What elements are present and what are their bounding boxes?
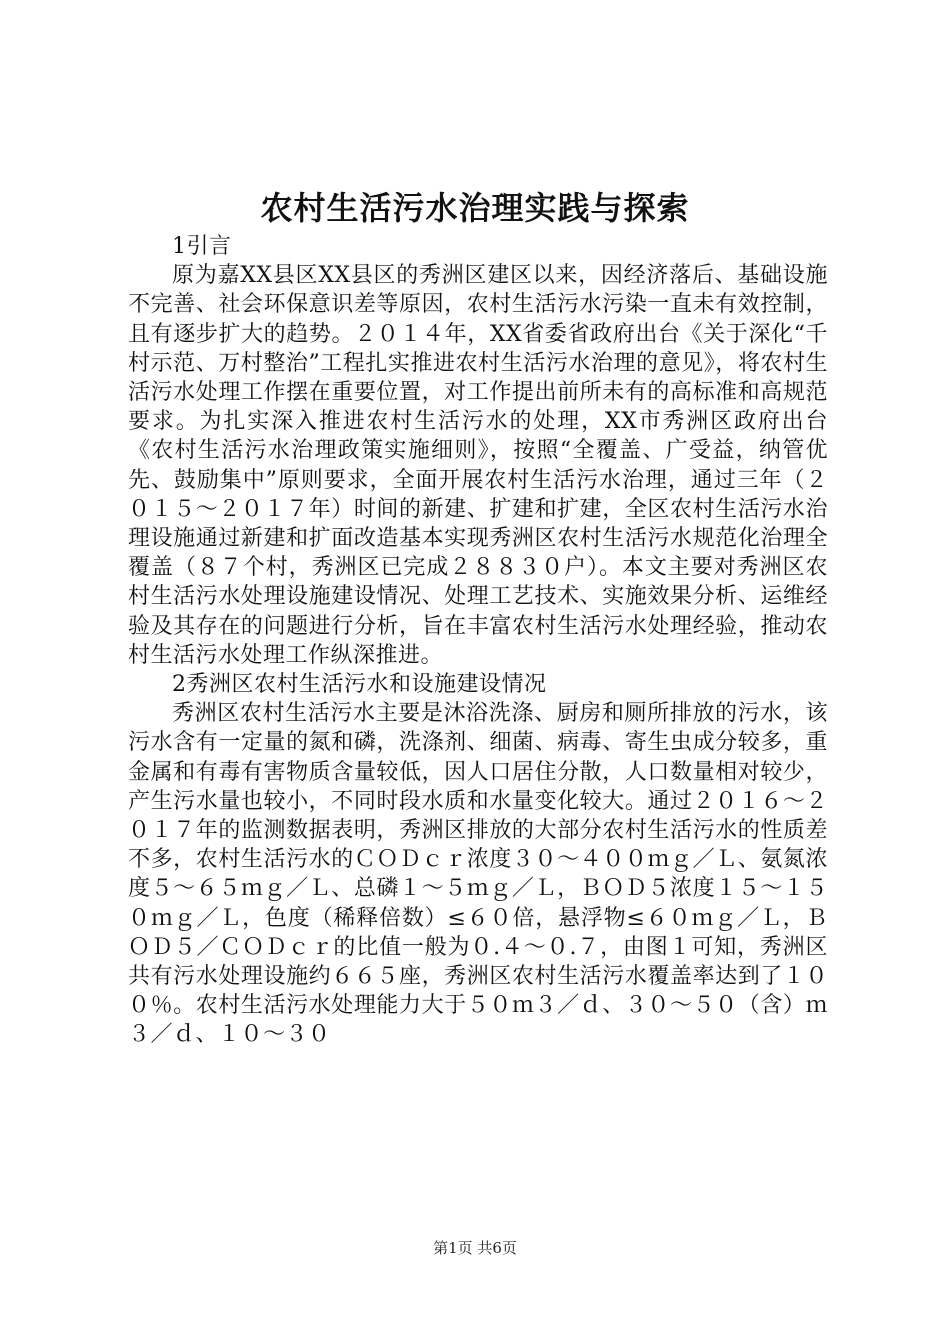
document-body: [128, 232, 828, 1050]
section-heading-construction: 2秀洲区农村生活污水和设施建设情况: [172, 672, 547, 698]
page-number-footer: 第1页 共6页: [433, 1239, 517, 1257]
section-heading-introduction: 1引言: [172, 234, 232, 259]
paragraph-introduction: 原为嘉XX县区XX县区的秀洲区建区以来，因经济落后、基础设施不完善、社会环保意识差等原因，农村生活污水污染一直未有效控制，且有逐步扩大的趋势。２０１４年，XX省委省政府出台《关于深化“千村示范、万村整治”工程扎实推进农村生活污水治理的意见》，将农村生活污水处理工作摆在重要位置，对工作提出前所未有的高标准和高规范要求。为扎实深入推进农村生活污水的处理，XX市秀洲区政府出台《农村生活污水治理政策实施细则》，按照“全覆盖、广受益，纳管优先、鼓励集中”原则要求，全面开展农村生活污水治理，通过三年（２０１５～２０１７年）时间的新建、扩建和扩建，全区农村生活污水治理设施通过新建和扩面改造基本实现秀洲区农村生活污水规范化治理全覆盖（８７个村，秀洲区已完成２８８３０户）。本文主要对秀洲区农村生活污水处理设施建设情况、处理工艺技术、实施效果分析、运维经验及其存在的问题进行分析，旨在丰富农村生活污水处理经验，推动农村生活污水处理工作纵深推进。: [128, 263, 828, 668]
paragraph-construction: 秀洲区农村生活污水主要是沐浴洗涤、厨房和厕所排放的污水，该污水含有一定量的氮和磷，洗涤剂、细菌、病毒、寄生虫成分较多，重金属和有毒有害物质含量较低，因人口居住分散，人口数量相对较少，产生污水量也较小，不同时段水质和水量变化较大。通过２０１６～２０１７年的监测数据表明，秀洲区排放的大部分农村生活污水的性质差不多，农村生活污水的ＣＯＤｃｒ浓度３０～４００ｍｇ／Ｌ、氨氮浓度５～６５ｍｇ／Ｌ、总磷１～５ｍｇ／Ｌ，ＢＯＤ５浓度１５～１５０ｍｇ／Ｌ，色度（稀释倍数）≤６０倍，悬浮物≤６０ｍｇ／Ｌ，ＢＯＤ５／ＣＯＤｃｒ的比值一般为０.４～０.７，由图１可知，秀洲区共有污水处理设施约６６５座，秀洲区农村生活污水覆盖率达到了１００％。农村生活污水处理能力大于５０ｍ３／ｄ、３０～５０（含）ｍ３／ｄ、１０～３０: [128, 701, 828, 1048]
document-title: 农村生活污水治理实践与探索: [260, 189, 690, 227]
